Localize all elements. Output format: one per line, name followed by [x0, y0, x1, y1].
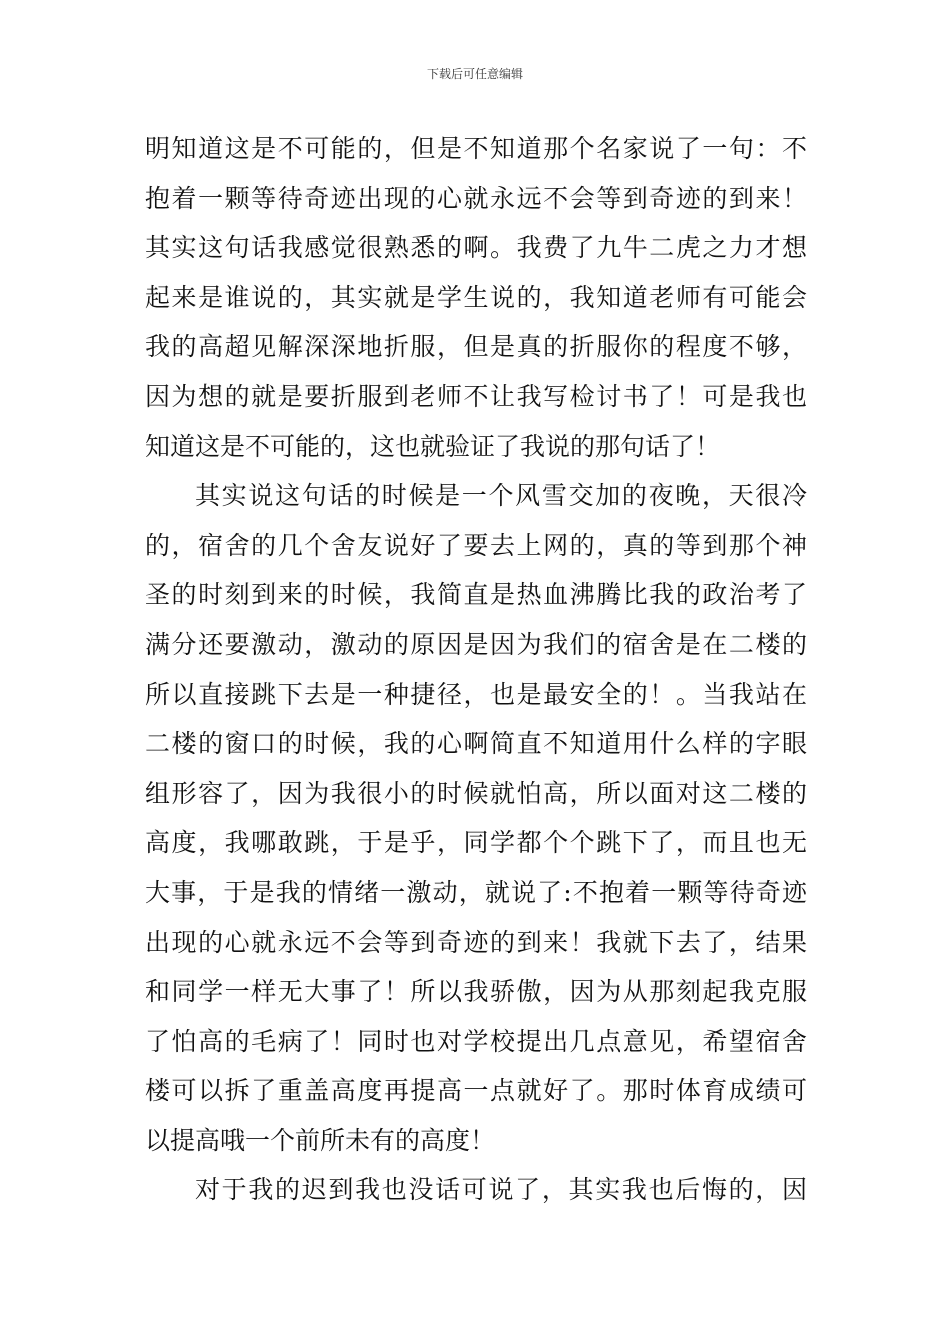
text-line: 和同学一样无大事了！所以我骄傲，因为从那刻起我克服 — [145, 977, 807, 1007]
text-line: 明知道这是不可能的，但是不知道那个名家说了一句：不 — [145, 134, 807, 163]
text-line: 组形容了，因为我很小的时候就怕高，所以面对这二楼的 — [145, 778, 807, 808]
text-line: 我的高超见解深深地折服，但是真的折服你的程度不够， — [145, 332, 807, 362]
text-line: 因为想的就是要折服到老师不让我写检讨书了！可是我也 — [145, 381, 807, 411]
text-line: 大事，于是我的情绪一激动，就说了:不抱着一颗等待奇迹 — [145, 877, 807, 907]
text-line: 其实这句话我感觉很熟悉的啊。我费了九牛二虎之力才想 — [145, 233, 807, 263]
text-line: 了怕高的毛病了！同时也对学校提出几点意见，希望宿舍 — [145, 1026, 807, 1056]
text-line: 二楼的窗口的时候，我的心啊简直不知道用什么样的字眼 — [145, 729, 807, 759]
text-line: 对于我的迟到我也没话可说了，其实我也后悔的，因 — [195, 1175, 807, 1205]
text-line: 其实说这句话的时候是一个风雪交加的夜晚，天很冷 — [195, 481, 807, 511]
body-text — [145, 124, 807, 1215]
text-line: 圣的时刻到来的时候，我简直是热血沸腾比我的政治考了 — [145, 580, 807, 610]
text-line: 出现的心就永远不会等到奇迹的到来！我就下去了，结果 — [145, 927, 807, 957]
text-line: 所以直接跳下去是一种捷径，也是最安全的！。当我站在 — [145, 679, 807, 709]
text-line: 楼可以拆了重盖高度再提高一点就好了。那时体育成绩可 — [145, 1076, 807, 1106]
text-line: 抱着一颗等待奇迹出现的心就永远不会等到奇迹的到来！ — [145, 183, 807, 213]
text-line: 高度，我哪敢跳，于是乎，同学都个个跳下了，而且也无 — [145, 828, 807, 858]
text-line: 知道这是不可能的，这也就验证了我说的那句话了！ — [145, 431, 721, 461]
text-line: 起来是谁说的，其实就是学生说的，我知道老师有可能会 — [145, 282, 807, 312]
text-line: 以提高哦一个前所未有的高度！ — [145, 1125, 496, 1155]
text-line: 满分还要激动，激动的原因是因为我们的宿舍是在二楼的 — [145, 629, 807, 659]
page-header: 下载后可任意编辑 — [426, 67, 523, 81]
text-line: 的，宿舍的几个舍友说好了要去上网的，真的等到那个神 — [145, 530, 807, 560]
